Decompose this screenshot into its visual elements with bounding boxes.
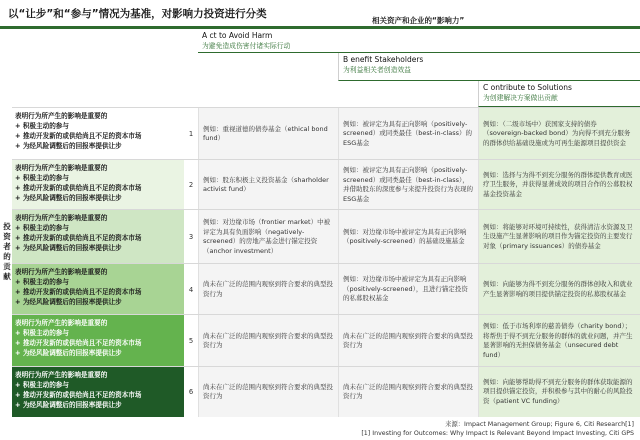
criteria-line: + 积极主动的参与: [15, 122, 69, 130]
row-criteria: [12, 160, 184, 210]
cell-text: 例如：被评定为具有正向影响（positively-screened）或同类最佳（best-in-class），并借助股东的深度参与来提升投资行为表现的ESG基金: [343, 166, 473, 203]
cell-text: 例如：对边缘市场中被评定为具有正向影响（positively-screened），且进行锚定投资的私募股权基金: [343, 275, 468, 303]
row-criteria: [12, 367, 184, 417]
column-header-b: [338, 53, 640, 81]
criteria-line: 表明行为所产生的影响是重要的: [15, 268, 108, 276]
row-number: 4: [188, 285, 194, 294]
criteria-line: + 为经风险调整后的回报率提供让步: [15, 401, 122, 409]
criteria-line: + 推动开发新的或供给尚且不足的资本市场: [15, 391, 142, 399]
column-header-a-en: A ct to Avoid Harm: [202, 31, 273, 40]
cell-text: 尚未在广泛的范围内观察到符合要求的典型投资行为: [203, 382, 333, 400]
row-number: 1: [188, 130, 194, 138]
criteria-line: + 推动开发新的或供给尚且不足的资本市场: [15, 339, 142, 347]
cell-avoid-harm: [198, 315, 338, 367]
impact-axis-label: 相关资产和企业的“影响力”: [372, 16, 465, 25]
cell-benefit-stakeholders: [338, 315, 478, 367]
cell-text: 尚未在广泛的范围内观察到符合要求的典型投资行为: [343, 331, 473, 349]
criteria-line: + 为经风险调整后的回报率提供让步: [15, 349, 122, 357]
cell-contribute-solutions: [478, 210, 640, 264]
cell-avoid-harm: [198, 160, 338, 210]
row-number: 2: [188, 181, 194, 189]
criteria-line: + 推动开发新的或供给尚且不足的资本市场: [15, 234, 142, 242]
cell-benefit-stakeholders: [338, 160, 478, 210]
criteria-line: + 积极主动的参与: [15, 329, 69, 337]
cell-text: 尚未在广泛的范围内观察到符合要求的典型投资行为: [203, 331, 333, 349]
cell-avoid-harm: [198, 367, 338, 417]
criteria-line: + 为经风险调整后的回报率提供让步: [15, 194, 122, 202]
criteria-line: + 积极主动的参与: [15, 174, 69, 182]
criteria-line: 表明行为所产生的影响是重要的: [15, 112, 108, 120]
cell-text: 例如：对边缘市场（frontier market）中被评定为具有负面影响（negatively-screened）的房地产基金进行锚定投资（anchor investment）: [203, 218, 331, 255]
page-title: 以“让步”和“参与”情况为基准，对影响力投资进行分类: [8, 8, 267, 20]
criteria-line: 表明行为所产生的影响是重要的: [15, 164, 108, 172]
table-row: [12, 366, 640, 417]
column-header-c-en: C ontribute to Solutions: [483, 83, 572, 92]
criteria-line: + 推动开发新的或供给尚且不足的资本市场: [15, 184, 142, 192]
criteria-line: + 为经风险调整后的回报率提供让步: [15, 142, 122, 150]
criteria-line: + 推动开发新的或供给尚且不足的资本市场: [15, 132, 142, 140]
cell-text: 例如：股东积极主义投资基金（sharholder activist fund）: [203, 175, 329, 193]
criteria-line: + 为经风险调整后的回报率提供让步: [15, 298, 122, 306]
column-header-a: [198, 29, 640, 53]
criteria-line: + 积极主动的参与: [15, 278, 69, 286]
cell-text: 例如：向能够为得不到充分服务的群体创收入和就业产生显著影响的项目提供锚定投资的私募股权基金: [483, 280, 633, 298]
cell-text: 尚未在广泛的范围内观察到符合要求的典型投资行为: [203, 280, 333, 298]
table-row: [12, 263, 640, 315]
table-row: [12, 314, 640, 367]
row-criteria: [12, 264, 184, 315]
criteria-line: + 积极主动的参与: [15, 381, 69, 389]
cell-text: 例如：重视道德的债券基金（ethical bond fund）: [203, 124, 328, 142]
row-criteria: [12, 108, 184, 160]
column-header-b-en: B enefit Stakeholders: [343, 55, 424, 64]
row-number: 3: [188, 233, 194, 241]
source-note: 来源：Impact Management Group; Figure 6, Citi Research[1]: [445, 421, 634, 428]
cell-text: 尚未在广泛的范围内观察到符合要求的典型投资行为: [343, 382, 473, 400]
cell-text: 例如：将能够对环境可持续性，获得清洁水资源及卫生设施产生显著影响的项目作为锚定投资的主要发行对象（primary issuances）的债券基金: [483, 222, 633, 250]
cell-avoid-harm: [198, 210, 338, 264]
column-header-c-cn: 为创建解决方案做出贡献: [483, 94, 558, 102]
criteria-line: + 推动开发新的或供给尚且不足的资本市场: [15, 288, 142, 296]
criteria-line: 表明行为所产生的影响是重要的: [15, 319, 108, 327]
criteria-line: + 积极主动的参与: [15, 224, 69, 232]
criteria-line: 表明行为所产生的影响是重要的: [15, 371, 108, 379]
cell-text: 例如：对边缘市场中被评定为具有正向影响（positively-screened）的基础设施基金: [343, 227, 467, 245]
cell-benefit-stakeholders: [338, 210, 478, 264]
table-row: [12, 107, 640, 160]
row-number: 5: [188, 337, 194, 345]
cell-benefit-stakeholders: [338, 264, 478, 315]
criteria-line: 表明行为所产生的影响是重要的: [15, 214, 108, 222]
column-header-b-cn: 为利益相关者创造效益: [343, 66, 411, 74]
cell-contribute-solutions: [478, 315, 640, 367]
cell-text: 例如：（二级市场中）获国家支持的债券（sovereign-backed bond）为向得不到充分服务的群体供给基础设施或为可再生能源项目提供资金: [483, 119, 631, 147]
table-row: [12, 159, 640, 210]
column-header-c: [478, 81, 640, 107]
cell-text: 例如：选择与为得不到充分服务的群体提供教育或医疗卫生服务，并获得显著成效的项目合作的公募股权基金投资基金: [483, 170, 633, 198]
reference-note: [1] Investing for Outcomes: Why Impact Is Relevant Beyond Impact Investing, Citi GPS: [361, 430, 634, 437]
cell-avoid-harm: [198, 264, 338, 315]
row-criteria: [12, 315, 184, 367]
cell-contribute-solutions: [478, 160, 640, 210]
cell-text: 例如：向能够帮助得不到充分服务的群体获取能源的项目提供锚定投资，并积极参与其中的耐心的风险投资（patient VC funding）: [483, 377, 633, 405]
cell-benefit-stakeholders: [338, 367, 478, 417]
cell-contribute-solutions: [478, 108, 640, 160]
cell-contribute-solutions: [478, 367, 640, 417]
cell-avoid-harm: [198, 108, 338, 160]
cell-benefit-stakeholders: [338, 108, 478, 160]
criteria-line: + 为经风险调整后的回报率提供让步: [15, 244, 122, 252]
row-criteria: [12, 210, 184, 264]
table-row: [12, 209, 640, 264]
cell-contribute-solutions: [478, 264, 640, 315]
investor-contribution-label: 投资者的贡献: [3, 222, 11, 281]
row-number: 6: [188, 388, 194, 396]
cell-text: 例如：被评定为具有正向影响（positively-screened）或同类最佳（best-in-class）的ESG基金: [343, 119, 473, 147]
column-header-a-cn: 为避免造成伤害付诸实际行动: [202, 42, 291, 50]
cell-text: 例如：低于市场利率的慈善债券（charity bond）；将帮焦于得不到充分服务的群体的就业问题，并产生显著影响的无担保债务基金（unsecured debt fund）: [483, 322, 633, 359]
